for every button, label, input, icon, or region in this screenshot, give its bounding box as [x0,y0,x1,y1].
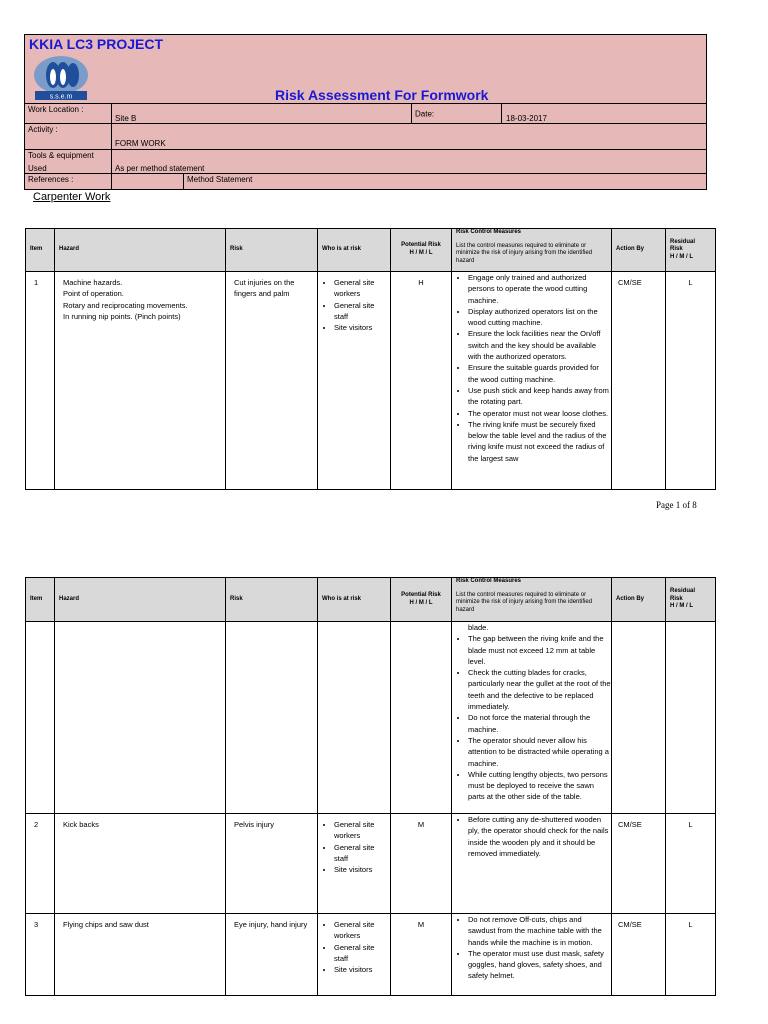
col-risk-control-measures: Risk Control Measures List the control measures required to eliminate or minimize the risk of injury arising from the identified hazard [452,229,612,272]
header-top [25,35,706,103]
action-by-cell: CM/SE [612,814,666,914]
risk-table-page-1 [25,228,716,490]
section-title: Carpenter Work [33,191,111,203]
action-by-cell: CM/SE [612,914,666,996]
list-item: • Do not remove Off-cuts, chips and sawdust from the machine table with the hands while the machine is in motion. [468,914,611,948]
table-row [26,914,716,996]
list-item: • Before cutting any de-shuttered wooden ply, the operator should check for the nails inside the wooden ply and it should be removed immediately. [468,814,611,859]
col-potential-risk: Potential Risk H / M / L [391,229,452,272]
tools-label-line2: Used [28,164,47,173]
list-item: • Ensure the suitable guards provided for the wood cutting machine. [468,362,611,385]
col-who: Who is at risk [318,578,391,622]
list-item: • General site staff [334,842,390,865]
potential-risk-cell: H [391,272,452,490]
continuation-text: blade. [468,623,489,632]
list-item: • The operator must use dust mask, safety goggles, hand gloves, safety shoes, and safety helmet. [468,948,611,982]
list-item: • Use push stick and keep hands away from the rotating part. [468,385,611,408]
list-item: • General site workers [334,919,390,942]
list-item: • General site staff [334,300,390,323]
potential-risk-cell: M [391,814,452,914]
item-number: 3 [26,914,55,996]
references-label: References : [28,175,74,184]
measures-cell [452,272,612,490]
table-row [26,272,716,490]
hazard-cell: Flying chips and saw dust [55,914,226,996]
list-item: • Display authorized operators list on the wood cutting machine. [468,306,611,329]
date-label: Date: [415,109,435,119]
tools-label-line1: Tools & equipment [28,151,94,160]
references-row [25,173,706,190]
measures-cell [452,814,612,914]
risk-cell: Cut injuries on the fingers and palm [226,272,318,490]
tools-row [25,149,706,174]
col-risk-control-measures: Risk Control Measures List the control measures required to eliminate or minimize the risk of injury arising from the identified hazard [452,578,612,622]
work-location-label: Work Location : [28,105,84,114]
date-value: 18-03-2017 [506,114,547,123]
col-risk: Risk [226,229,318,272]
risk-table-page-2 [25,577,716,996]
item-number: 2 [26,814,55,914]
residual-risk-cell: L [666,272,716,490]
list-item: • Engage only trained and authorized persons to operate the wood cutting machine. [468,272,611,306]
col-who: Who is at risk [318,229,391,272]
list-item: • Site visitors [334,964,390,975]
list-item: • Site visitors [334,322,390,333]
hazard-cell: Kick backs [55,814,226,914]
activity-label: Activity : [28,125,58,134]
col-action-by: Action By [612,229,666,272]
potential-risk-cell: M [391,914,452,996]
col-residual-risk: Residual Risk H / M / L [666,578,716,622]
work-location-row [25,103,706,124]
who-cell [318,814,391,914]
list-item: • The operator must not wear loose clothes. [468,408,611,419]
list-item: • General site workers [334,277,390,300]
col-hazard: Hazard [55,229,226,272]
action-by-cell: CM/SE [612,272,666,490]
list-item: • Do not force the material through the machine. [468,712,611,735]
list-item: • The riving knife must be securely fixed below the table level and the radius of the riving knife must not exceed the radius of the largest saw [468,419,611,464]
measures-cell [452,622,612,814]
item-number: 1 [26,272,55,490]
table-header-row [26,229,716,272]
measures-cell [452,914,612,996]
list-item: • General site workers [334,819,390,842]
table-row [26,814,716,914]
company-logo-icon [31,55,91,101]
col-item: Item [26,229,55,272]
page-number: Page 1 of 8 [656,500,697,510]
table-row [26,622,716,814]
risk-cell: Eye injury, hand injury [226,914,318,996]
col-risk: Risk [226,578,318,622]
references-value: Method Statement [187,175,253,184]
col-item: Item [26,578,55,622]
activity-row [25,123,706,150]
col-potential-risk: Potential Risk H / M / L [391,578,452,622]
list-item: • Check the cutting blades for cracks, particularly near the gullet at the root of the teeth and the defective to be replaced immediately. [468,667,611,712]
logo-text: s.s.e.m [49,93,73,101]
list-item: • Site visitors [334,864,390,875]
document-title: Risk Assessment For Formwork [275,87,489,103]
assessment-header [24,34,707,190]
residual-risk-cell: L [666,914,716,996]
col-action-by: Action By [612,578,666,622]
list-item: • While cutting lengthy objects, two persons must be deployed to receive the sawn parts at the other side of the table. [468,769,611,803]
activity-value: FORM WORK [115,139,166,148]
table-header-row [26,578,716,622]
who-cell [318,914,391,996]
list-item: • Ensure the lock facilities near the On/off switch and the key should be available with the authorized operators. [468,328,611,362]
risk-cell: Pelvis injury [226,814,318,914]
list-item: • The gap between the riving knife and the blade must not exceed 12 mm at table level. [468,633,611,667]
residual-risk-cell: L [666,814,716,914]
list-item: • The operator should never allow his attention to be distracted while operating a machine. [468,735,611,769]
col-residual-risk: Residual Risk H / M / L [666,229,716,272]
col-hazard: Hazard [55,578,226,622]
project-name: KKIA LC3 PROJECT [29,36,164,52]
tools-value: As per method statement [115,164,205,173]
work-location-value: Site B [115,114,137,123]
who-cell [318,272,391,490]
list-item: • General site staff [334,942,390,965]
hazard-cell: Machine hazards. Point of operation. Rotary and reciprocating movements. In running nip points. (Pinch points) [55,272,226,490]
